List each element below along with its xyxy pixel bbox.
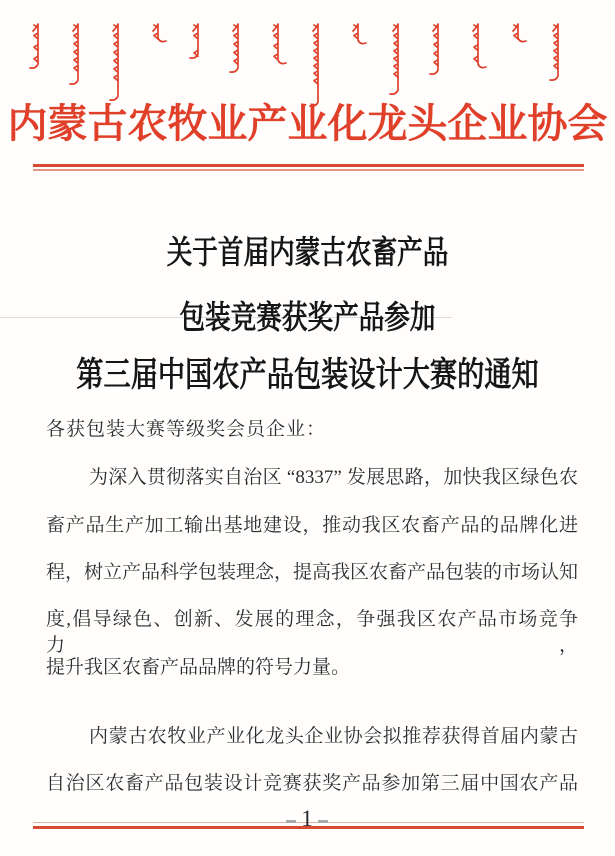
- salutation-line: 各获包装大赛等级奖会员企业：: [46, 419, 327, 440]
- notice-title-line-1: 关于首届内蒙古农畜产品: [166, 234, 449, 270]
- body-line: 内蒙古农牧业产业化龙头企业协会拟推荐获得首届内蒙古: [89, 726, 578, 747]
- body-line: 程，树立产品科学包装理念，提高我区农畜产品包装的市场认知: [46, 562, 579, 583]
- body-line: 畜产品生产加工输出基地建设，推动我区农畜产品的品牌化进: [46, 515, 578, 536]
- notice-title-line-2: 包装竞赛获奖产品参加: [179, 299, 436, 335]
- body-line: 自治区农畜产品包装设计竞赛获奖产品参加第三届中国农产品: [46, 773, 578, 794]
- page-number-dash-left: [286, 820, 296, 823]
- body-line: 度,倡导绿色、创新、发展的理念，争强我区农产品市场竞争力，: [46, 609, 578, 656]
- page-number: 1: [301, 806, 313, 831]
- body-line: 提升我区农畜产品品牌的符号力量。: [46, 657, 351, 678]
- header-rule-thin: [33, 169, 584, 171]
- header-rule-thick: [33, 164, 584, 167]
- org-name: 内蒙古农牧业产业化龙头企业协会: [7, 101, 608, 146]
- page-number-dash-right: [318, 820, 328, 823]
- body-line: 为深入贯彻落实自治区 “8337” 发展思路，加快我区绿色农: [89, 467, 578, 488]
- notice-title-line-3: 第三届中国农产品包装设计大赛的通知: [76, 357, 539, 394]
